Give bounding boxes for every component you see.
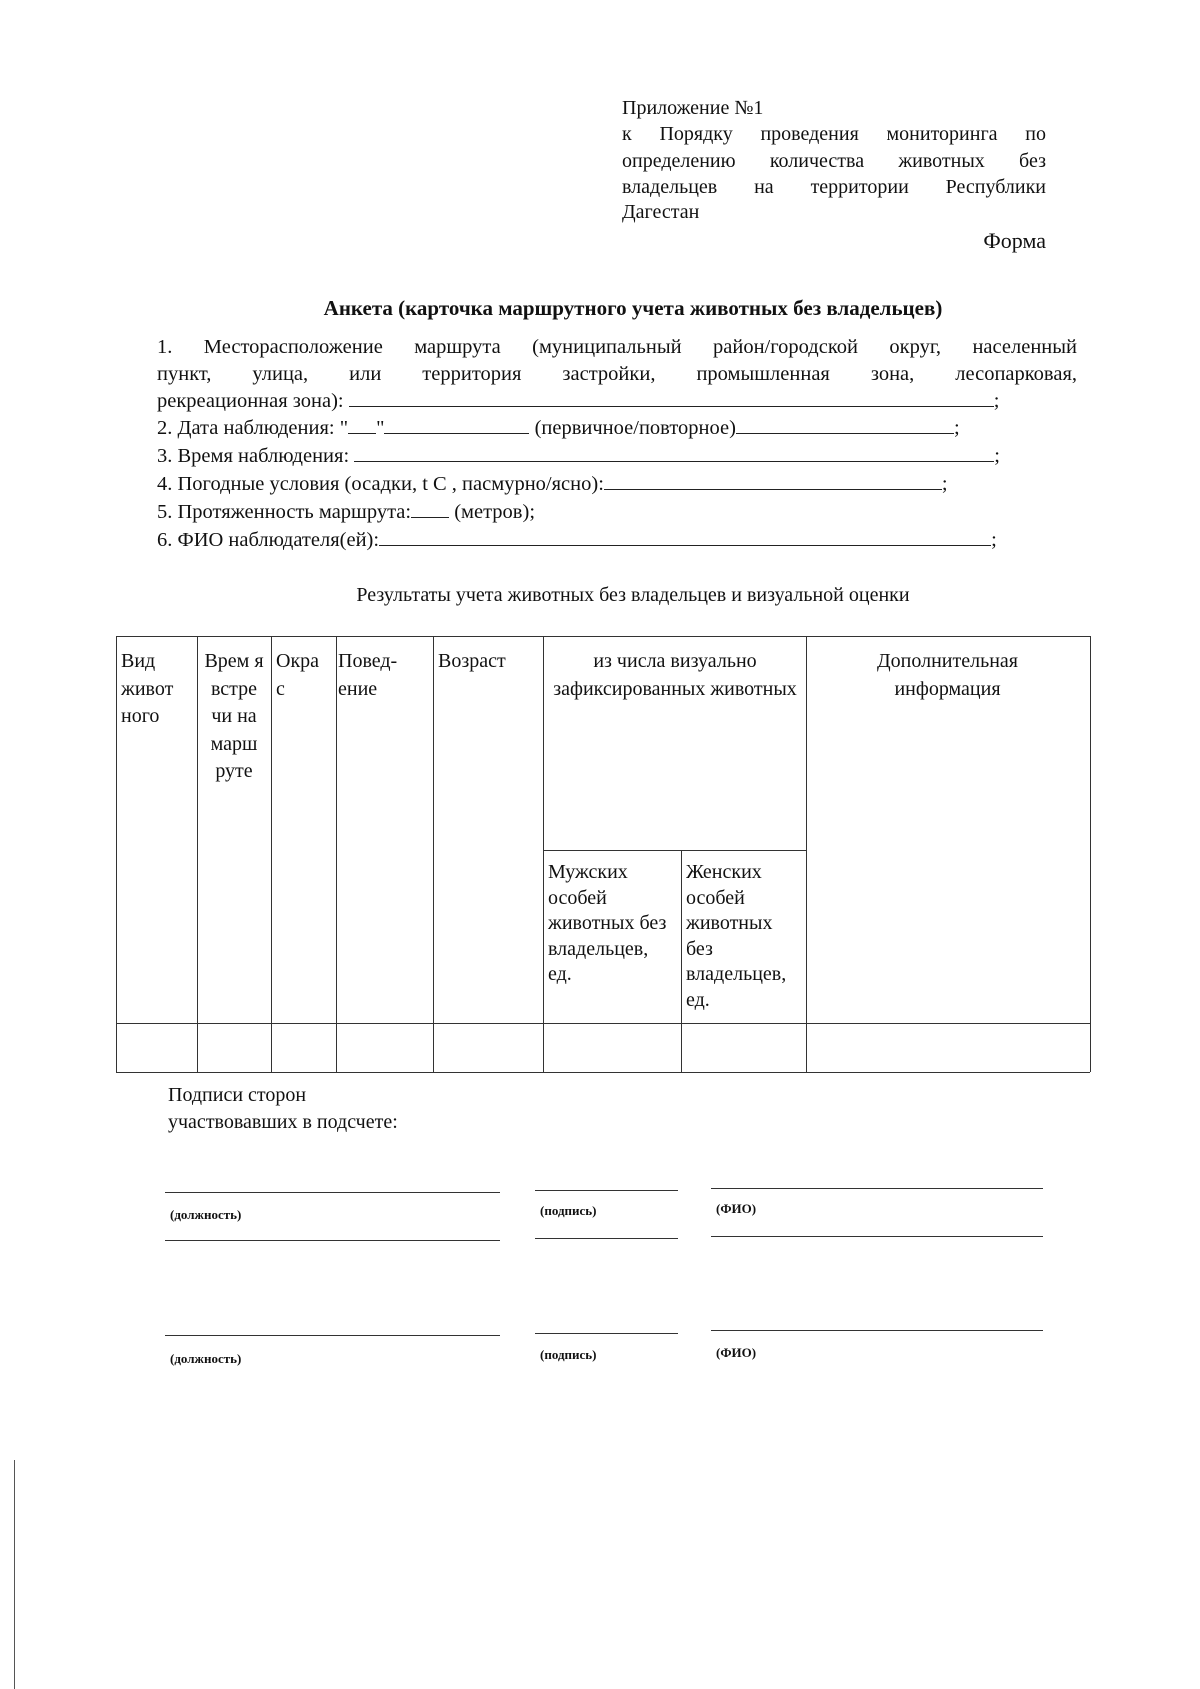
- field-label: (первичное/повторное): [534, 417, 736, 439]
- table-border: [116, 1023, 1090, 1024]
- signature-line[interactable]: [535, 1190, 678, 1191]
- table-border: [1090, 636, 1091, 1072]
- quote: ": [376, 417, 385, 439]
- table-border: [116, 636, 1090, 637]
- weather-input[interactable]: [604, 471, 942, 490]
- header-females: Женских особей животных без владельцев, ед.: [686, 861, 787, 1011]
- semicolon: ;: [941, 473, 948, 495]
- table-border: [433, 636, 434, 1072]
- name-label: (ФИО): [716, 1201, 757, 1216]
- divider-line: [165, 1240, 500, 1241]
- table-border: [806, 636, 807, 1072]
- table-border: [336, 636, 337, 1072]
- observation-time-input[interactable]: [354, 443, 994, 462]
- table-border: [543, 636, 544, 1072]
- signatures-subtitle: участвовавших в подсчете:: [168, 1111, 398, 1133]
- header-visually-recorded: из числа визуально зафиксированных животных: [553, 650, 797, 700]
- signature-label: (подпись): [540, 1203, 597, 1218]
- header-behavior: Повед- ение: [338, 650, 398, 700]
- field-1-route-location: [157, 388, 1077, 415]
- route-location-input[interactable]: [349, 388, 994, 407]
- appendix-line: к Порядку проведения мониторинга по: [622, 123, 1046, 145]
- field-unit: (метров);: [454, 501, 536, 523]
- field-label: 6. ФИО наблюдателя(ей):: [157, 529, 380, 551]
- header-encounter-time: Врем я встре чи на марш руте: [204, 650, 264, 782]
- appendix-line: владельцев на территории Республики: [622, 176, 1046, 198]
- form-label: Форма: [983, 228, 1046, 253]
- signature-label: (подпись): [540, 1347, 597, 1362]
- field-4-weather: [157, 471, 1077, 498]
- field-label: рекреационная зона):: [157, 390, 344, 412]
- position-label: (должность): [170, 1351, 242, 1366]
- table-border: [116, 1072, 1090, 1073]
- route-length-input[interactable]: [411, 499, 449, 518]
- field-1-line-1: 1. Месторасположение маршрута (муниципальный район/городской округ, населенный: [157, 336, 1077, 358]
- position-line[interactable]: [165, 1335, 500, 1336]
- observation-type-input[interactable]: [736, 415, 954, 434]
- table-border: [116, 636, 117, 1072]
- position-line[interactable]: [165, 1192, 500, 1193]
- document-title: Анкета (карточка маршрутного учета животных без владельцев): [323, 296, 943, 320]
- field-label: 3. Время наблюдения:: [157, 445, 350, 467]
- semicolon: ;: [993, 390, 1000, 412]
- table-border: [197, 636, 198, 1072]
- appendix-number: Приложение №1: [622, 97, 764, 119]
- field-1-line-2: пункт, улица, или территория застройки, промышленная зона, лесопарковая,: [157, 363, 1077, 385]
- semicolon: ;: [991, 529, 997, 551]
- table-border: [271, 636, 272, 1072]
- appendix-line: определению количества животных без: [622, 150, 1046, 172]
- header-males: Мужских особей животных без владельцев, ед.: [548, 861, 667, 985]
- observer-name-input[interactable]: [379, 527, 991, 546]
- semicolon: ;: [994, 445, 1000, 467]
- name-line[interactable]: [711, 1330, 1043, 1331]
- field-label: 4. Погодные условия (осадки, t С , пасмурно/ясно):: [157, 473, 604, 495]
- field-label: 2. Дата наблюдения: ": [157, 417, 349, 439]
- field-label: 5. Протяженность маршрута:: [157, 501, 412, 523]
- position-label: (должность): [170, 1207, 242, 1222]
- signatures-title: Подписи сторон: [168, 1084, 307, 1106]
- scan-edge: [14, 1460, 15, 1689]
- table-border: [681, 850, 682, 1072]
- field-5-length: [157, 499, 1077, 526]
- field-2-date: [157, 415, 1077, 442]
- divider-line: [711, 1236, 1043, 1237]
- header-coloring: Окра с: [276, 650, 320, 700]
- header-age: Возраст: [438, 650, 506, 672]
- name-label: (ФИО): [716, 1345, 757, 1360]
- name-line[interactable]: [711, 1188, 1043, 1189]
- appendix-line: Дагестан: [622, 201, 700, 223]
- field-3-time: [157, 443, 1077, 470]
- results-title: Результаты учета животных без владельцев и визуальной оценки: [356, 584, 910, 606]
- divider-line: [535, 1238, 678, 1239]
- table-border: [543, 850, 806, 851]
- header-additional-info: Дополнительная информация: [877, 650, 1018, 700]
- field-6-observer: [157, 527, 1077, 554]
- signature-line[interactable]: [535, 1333, 678, 1334]
- date-day-input[interactable]: [348, 415, 376, 434]
- header-animal-type: Вид живот ного: [121, 650, 174, 727]
- semicolon: ;: [953, 417, 960, 439]
- date-month-input[interactable]: [384, 415, 529, 434]
